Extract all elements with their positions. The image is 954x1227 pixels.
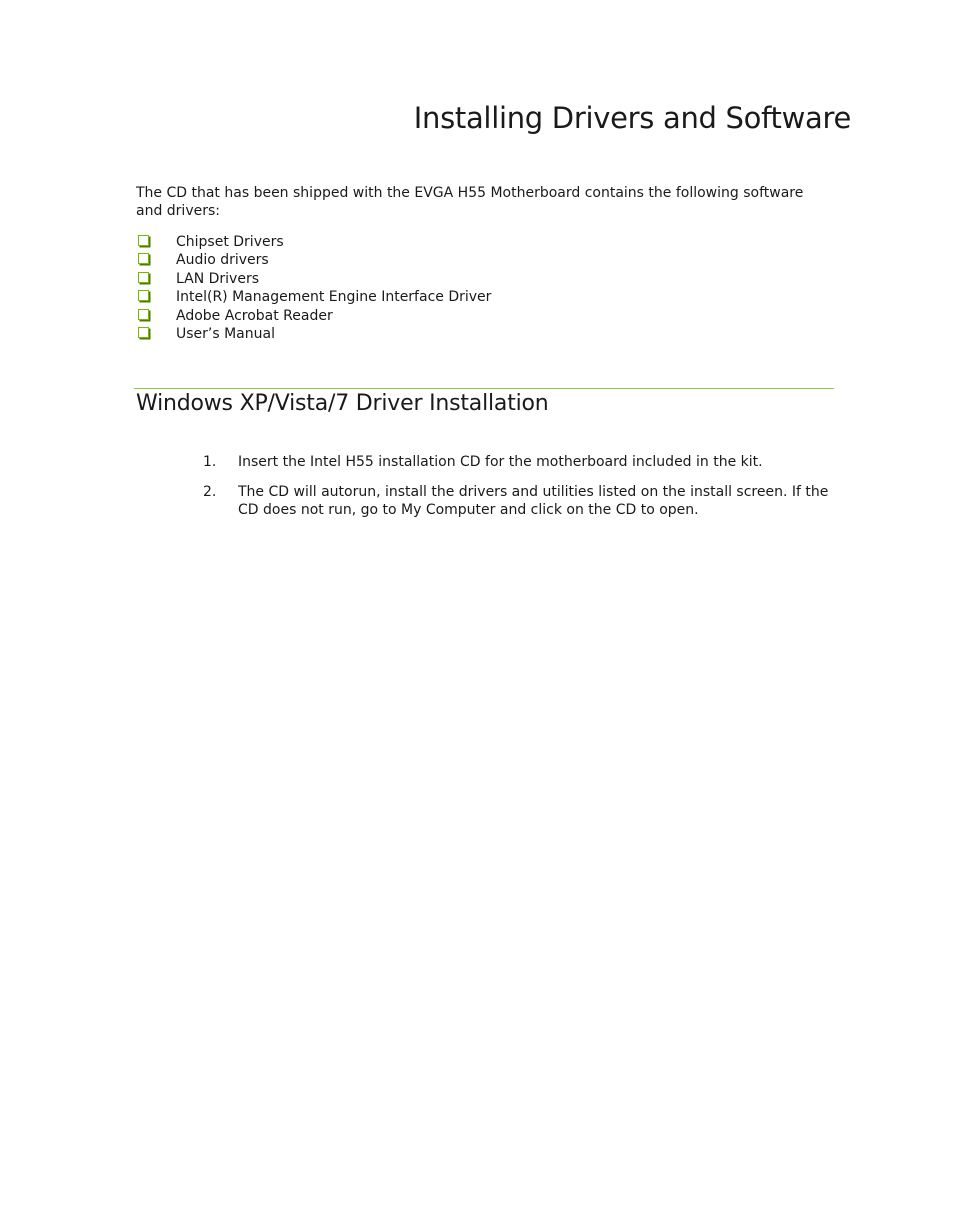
section-divider [134,388,834,389]
checkbox-bullet-icon [138,327,149,338]
step-text: Insert the Intel H55 installation CD for the motherboard included in the kit. [238,454,763,470]
step-item [203,483,833,519]
list-item-label: Chipset Drivers [176,234,284,250]
section-title: Windows XP/Vista/7 Driver Installation [136,391,549,416]
checkbox-bullet-icon [138,272,149,283]
step-number: 2. [203,484,217,500]
checkbox-bullet-icon [138,290,149,301]
list-item-label: Adobe Acrobat Reader [176,307,333,324]
list-item-label: LAN Drivers [176,270,259,287]
step-number: 1. [203,454,217,470]
intro-paragraph: The CD that has been shipped with the EVGA H55 Motherboard contains the following software and drivers: [136,185,804,219]
list-item-label: Intel(R) Management Engine Interface Driver [176,289,492,306]
list-item-label: User’s Manual [176,325,275,342]
step-item [203,453,833,471]
step-text: The CD will autorun, install the drivers and utilities listed on the install screen. If the CD does not run, go to My Computer and click on the CD to open. [238,484,829,518]
checkbox-bullet-icon [138,309,149,320]
page-title: Installing Drivers and Software [413,101,851,135]
installation-steps [203,453,833,531]
checkbox-bullet-icon [138,235,149,246]
checkbox-bullet-icon [138,253,149,264]
list-item-label: Audio drivers [176,252,269,269]
